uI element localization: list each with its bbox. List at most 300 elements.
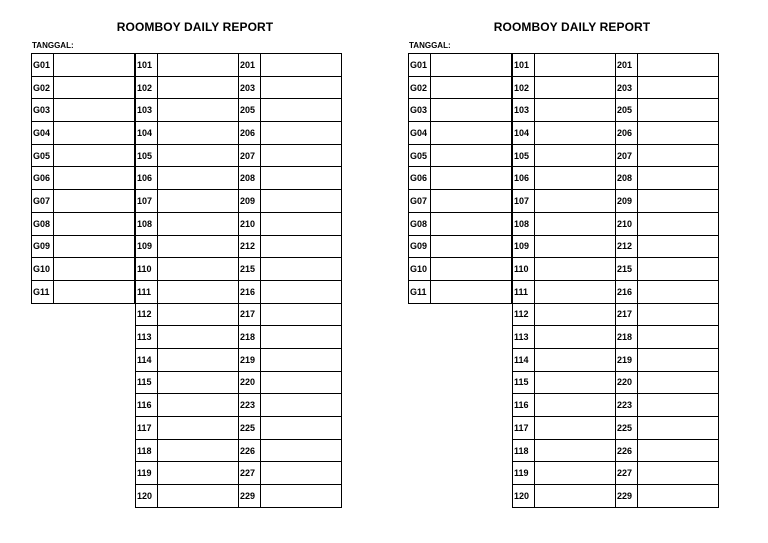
room-number: 212 [239, 236, 261, 258]
status-cell[interactable] [431, 213, 511, 235]
room-number: 203 [616, 77, 638, 99]
room-row [31, 190, 135, 213]
status-cell[interactable] [638, 417, 718, 439]
room-number: 206 [239, 122, 261, 144]
room-row [135, 462, 239, 485]
room-number: 216 [616, 281, 638, 303]
room-row [408, 258, 512, 281]
status-cell[interactable] [535, 236, 615, 258]
room-number: 215 [616, 258, 638, 280]
status-cell[interactable] [54, 145, 134, 167]
status-cell[interactable] [54, 54, 134, 76]
room-row [615, 54, 719, 77]
room-row [135, 281, 239, 304]
status-cell[interactable] [158, 394, 238, 416]
room-number: 113 [136, 326, 158, 348]
room-number: 219 [239, 349, 261, 371]
room-row [238, 394, 342, 417]
room-row [408, 77, 512, 100]
room-row [408, 54, 512, 77]
status-cell[interactable] [261, 417, 341, 439]
status-cell[interactable] [431, 190, 511, 212]
room-number: 212 [616, 236, 638, 258]
status-cell[interactable] [54, 190, 134, 212]
room-number: 117 [136, 417, 158, 439]
status-cell[interactable] [54, 122, 134, 144]
room-row [238, 213, 342, 236]
status-cell[interactable] [638, 236, 718, 258]
status-cell[interactable] [54, 167, 134, 189]
room-row [512, 77, 616, 100]
room-number: 119 [136, 462, 158, 484]
room-row [135, 326, 239, 349]
room-number: 206 [616, 122, 638, 144]
room-number: 106 [513, 167, 535, 189]
room-row [512, 54, 616, 77]
room-number: 112 [136, 304, 158, 326]
status-cell[interactable] [638, 213, 718, 235]
room-row [512, 394, 616, 417]
room-row [135, 304, 239, 327]
status-cell[interactable] [535, 440, 615, 462]
room-row [31, 258, 135, 281]
room-number: 205 [239, 99, 261, 121]
status-cell[interactable] [261, 394, 341, 416]
room-number: 215 [239, 258, 261, 280]
room-row [238, 54, 342, 77]
status-cell[interactable] [638, 99, 718, 121]
room-row [31, 167, 135, 190]
room-row [135, 372, 239, 395]
room-column [31, 53, 135, 304]
room-number: 229 [239, 485, 261, 507]
room-number: G01 [32, 54, 54, 76]
room-row [135, 190, 239, 213]
status-cell[interactable] [158, 349, 238, 371]
room-row [135, 122, 239, 145]
room-number: 218 [616, 326, 638, 348]
status-cell[interactable] [261, 145, 341, 167]
room-number: G07 [409, 190, 431, 212]
status-cell[interactable] [535, 213, 615, 235]
status-cell[interactable] [431, 99, 511, 121]
status-cell[interactable] [638, 77, 718, 99]
room-row [512, 440, 616, 463]
status-cell[interactable] [54, 281, 134, 303]
room-row [135, 236, 239, 259]
status-cell[interactable] [638, 281, 718, 303]
room-row [238, 190, 342, 213]
room-number: 108 [513, 213, 535, 235]
room-number: 223 [616, 394, 638, 416]
status-cell[interactable] [261, 258, 341, 280]
status-cell[interactable] [158, 145, 238, 167]
room-row [238, 281, 342, 304]
room-row [615, 122, 719, 145]
room-row [512, 122, 616, 145]
room-row [238, 145, 342, 168]
status-cell[interactable] [535, 372, 615, 394]
status-cell[interactable] [158, 122, 238, 144]
room-row [615, 304, 719, 327]
room-row [135, 145, 239, 168]
status-cell[interactable] [158, 99, 238, 121]
room-row [615, 485, 719, 508]
status-cell[interactable] [261, 190, 341, 212]
status-cell[interactable] [535, 167, 615, 189]
status-cell[interactable] [638, 190, 718, 212]
report-title: ROOMBOY DAILY REPORT [493, 20, 651, 34]
room-row [31, 122, 135, 145]
room-number: 111 [136, 281, 158, 303]
status-cell[interactable] [158, 77, 238, 99]
status-cell[interactable] [261, 99, 341, 121]
room-row [135, 77, 239, 100]
room-column [408, 53, 512, 304]
room-number: 120 [136, 485, 158, 507]
date-label: TANGGAL: [32, 41, 74, 50]
status-cell[interactable] [535, 99, 615, 121]
room-number: G06 [409, 167, 431, 189]
status-cell[interactable] [261, 485, 341, 507]
status-cell[interactable] [261, 281, 341, 303]
report-form [408, 0, 748, 543]
room-number: G08 [409, 213, 431, 235]
status-cell[interactable] [535, 258, 615, 280]
room-number: 226 [239, 440, 261, 462]
room-number: 208 [239, 167, 261, 189]
room-row [512, 417, 616, 440]
status-cell[interactable] [261, 304, 341, 326]
room-row [31, 281, 135, 304]
status-cell[interactable] [638, 304, 718, 326]
status-cell[interactable] [54, 258, 134, 280]
status-cell[interactable] [261, 213, 341, 235]
room-row [31, 54, 135, 77]
room-number: 118 [513, 440, 535, 462]
status-cell[interactable] [431, 258, 511, 280]
room-number: 102 [513, 77, 535, 99]
room-row [238, 372, 342, 395]
room-number: 201 [239, 54, 261, 76]
room-number: G03 [32, 99, 54, 121]
room-number: 104 [513, 122, 535, 144]
room-number: 105 [136, 145, 158, 167]
room-number: G03 [409, 99, 431, 121]
room-row [135, 258, 239, 281]
room-row [512, 349, 616, 372]
room-row [238, 304, 342, 327]
room-row [238, 167, 342, 190]
status-cell[interactable] [431, 145, 511, 167]
status-cell[interactable] [638, 258, 718, 280]
room-number: 116 [513, 394, 535, 416]
room-number: 105 [513, 145, 535, 167]
status-cell[interactable] [261, 167, 341, 189]
room-row [135, 99, 239, 122]
room-number: G11 [32, 281, 54, 303]
room-row [408, 99, 512, 122]
room-row [512, 281, 616, 304]
room-row [408, 190, 512, 213]
room-number: 209 [239, 190, 261, 212]
room-row [615, 440, 719, 463]
room-number: 220 [616, 372, 638, 394]
room-number: G08 [32, 213, 54, 235]
status-cell[interactable] [638, 440, 718, 462]
room-number: 120 [513, 485, 535, 507]
room-number: G02 [409, 77, 431, 99]
room-number: 111 [513, 281, 535, 303]
room-number: 223 [239, 394, 261, 416]
room-row [512, 485, 616, 508]
status-cell[interactable] [431, 167, 511, 189]
room-number: 102 [136, 77, 158, 99]
room-row [615, 372, 719, 395]
room-row [615, 417, 719, 440]
room-row [615, 167, 719, 190]
status-cell[interactable] [261, 326, 341, 348]
room-row [238, 122, 342, 145]
status-cell[interactable] [638, 326, 718, 348]
room-row [615, 213, 719, 236]
status-cell[interactable] [535, 304, 615, 326]
status-cell[interactable] [638, 145, 718, 167]
room-row [615, 190, 719, 213]
room-number: 207 [239, 145, 261, 167]
report-title: ROOMBOY DAILY REPORT [116, 20, 274, 34]
status-cell[interactable] [158, 236, 238, 258]
status-cell[interactable] [535, 190, 615, 212]
status-cell[interactable] [535, 394, 615, 416]
room-row [615, 349, 719, 372]
status-cell[interactable] [158, 54, 238, 76]
date-label: TANGGAL: [409, 41, 451, 50]
room-number: 205 [616, 99, 638, 121]
status-cell[interactable] [535, 145, 615, 167]
status-cell[interactable] [431, 236, 511, 258]
room-row [135, 54, 239, 77]
status-cell[interactable] [261, 77, 341, 99]
room-row [135, 167, 239, 190]
room-number: 101 [513, 54, 535, 76]
room-number: G10 [409, 258, 431, 280]
room-row [512, 99, 616, 122]
room-row [512, 462, 616, 485]
status-cell[interactable] [158, 485, 238, 507]
status-cell[interactable] [638, 394, 718, 416]
room-row [615, 77, 719, 100]
room-number: 208 [616, 167, 638, 189]
status-cell[interactable] [535, 349, 615, 371]
room-row [615, 394, 719, 417]
room-number: 106 [136, 167, 158, 189]
status-cell[interactable] [638, 462, 718, 484]
status-cell[interactable] [261, 236, 341, 258]
room-number: G06 [32, 167, 54, 189]
room-row [408, 167, 512, 190]
status-cell[interactable] [431, 54, 511, 76]
room-number: 225 [239, 417, 261, 439]
status-cell[interactable] [535, 485, 615, 507]
status-cell[interactable] [158, 167, 238, 189]
room-row [238, 236, 342, 259]
room-row [31, 77, 135, 100]
room-row [238, 349, 342, 372]
status-cell[interactable] [638, 167, 718, 189]
room-row [238, 462, 342, 485]
status-cell[interactable] [158, 281, 238, 303]
room-number: 115 [513, 372, 535, 394]
status-cell[interactable] [431, 77, 511, 99]
status-cell[interactable] [261, 54, 341, 76]
status-cell[interactable] [638, 485, 718, 507]
room-number: G11 [409, 281, 431, 303]
room-number: 118 [136, 440, 158, 462]
room-row [238, 77, 342, 100]
status-cell[interactable] [261, 122, 341, 144]
room-number: G10 [32, 258, 54, 280]
room-row [135, 485, 239, 508]
room-number: G05 [409, 145, 431, 167]
room-number: G02 [32, 77, 54, 99]
status-cell[interactable] [158, 440, 238, 462]
room-column [135, 53, 239, 508]
status-cell[interactable] [535, 417, 615, 439]
room-number: 217 [239, 304, 261, 326]
room-row [408, 281, 512, 304]
room-column [615, 53, 719, 508]
room-row [31, 99, 135, 122]
room-row [408, 145, 512, 168]
room-number: 115 [136, 372, 158, 394]
room-number: G07 [32, 190, 54, 212]
room-row [135, 213, 239, 236]
room-number: 227 [616, 462, 638, 484]
room-row [238, 440, 342, 463]
status-cell[interactable] [54, 236, 134, 258]
status-cell[interactable] [261, 440, 341, 462]
room-row [512, 190, 616, 213]
status-cell[interactable] [535, 77, 615, 99]
room-number: 110 [136, 258, 158, 280]
status-cell[interactable] [158, 326, 238, 348]
status-cell[interactable] [158, 213, 238, 235]
status-cell[interactable] [54, 99, 134, 121]
room-row [135, 417, 239, 440]
room-row [512, 258, 616, 281]
room-number: 219 [616, 349, 638, 371]
room-number: 225 [616, 417, 638, 439]
room-row [135, 440, 239, 463]
room-number: 116 [136, 394, 158, 416]
status-cell[interactable] [158, 417, 238, 439]
status-cell[interactable] [158, 190, 238, 212]
room-number: 209 [616, 190, 638, 212]
status-cell[interactable] [158, 304, 238, 326]
room-row [238, 326, 342, 349]
room-row [31, 236, 135, 259]
status-cell[interactable] [535, 122, 615, 144]
room-number: 112 [513, 304, 535, 326]
status-cell[interactable] [638, 349, 718, 371]
room-number: 201 [616, 54, 638, 76]
room-number: G05 [32, 145, 54, 167]
room-number: 104 [136, 122, 158, 144]
status-cell[interactable] [638, 122, 718, 144]
room-number: G01 [409, 54, 431, 76]
room-number: 119 [513, 462, 535, 484]
room-number: 216 [239, 281, 261, 303]
status-cell[interactable] [261, 462, 341, 484]
status-cell[interactable] [638, 372, 718, 394]
room-row [512, 213, 616, 236]
status-cell[interactable] [535, 281, 615, 303]
room-row [512, 304, 616, 327]
room-row [408, 236, 512, 259]
room-row [238, 99, 342, 122]
status-cell[interactable] [158, 372, 238, 394]
room-row [615, 326, 719, 349]
status-cell[interactable] [535, 54, 615, 76]
room-number: G09 [409, 236, 431, 258]
room-row [135, 394, 239, 417]
room-number: 107 [513, 190, 535, 212]
room-number: 109 [513, 236, 535, 258]
room-row [408, 213, 512, 236]
status-cell[interactable] [431, 122, 511, 144]
room-number: 108 [136, 213, 158, 235]
room-number: G04 [32, 122, 54, 144]
room-row [512, 167, 616, 190]
room-column [238, 53, 342, 508]
status-cell[interactable] [158, 258, 238, 280]
status-cell[interactable] [261, 349, 341, 371]
room-row [512, 372, 616, 395]
room-number: 103 [513, 99, 535, 121]
status-cell[interactable] [54, 213, 134, 235]
room-number: 101 [136, 54, 158, 76]
room-number: 210 [616, 213, 638, 235]
room-number: 103 [136, 99, 158, 121]
room-row [408, 122, 512, 145]
room-number: 114 [136, 349, 158, 371]
room-number: 113 [513, 326, 535, 348]
room-number: 110 [513, 258, 535, 280]
status-cell[interactable] [535, 326, 615, 348]
report-form [31, 0, 371, 543]
room-row [31, 213, 135, 236]
room-number: 114 [513, 349, 535, 371]
room-row [238, 417, 342, 440]
status-cell[interactable] [54, 77, 134, 99]
room-row [615, 99, 719, 122]
room-row [615, 145, 719, 168]
room-row [31, 145, 135, 168]
room-number: 217 [616, 304, 638, 326]
status-cell[interactable] [431, 281, 511, 303]
status-cell[interactable] [638, 54, 718, 76]
status-cell[interactable] [158, 462, 238, 484]
room-number: 210 [239, 213, 261, 235]
room-row [238, 258, 342, 281]
room-row [615, 462, 719, 485]
room-number: 226 [616, 440, 638, 462]
room-number: 207 [616, 145, 638, 167]
room-row [615, 281, 719, 304]
status-cell[interactable] [535, 462, 615, 484]
status-cell[interactable] [261, 372, 341, 394]
